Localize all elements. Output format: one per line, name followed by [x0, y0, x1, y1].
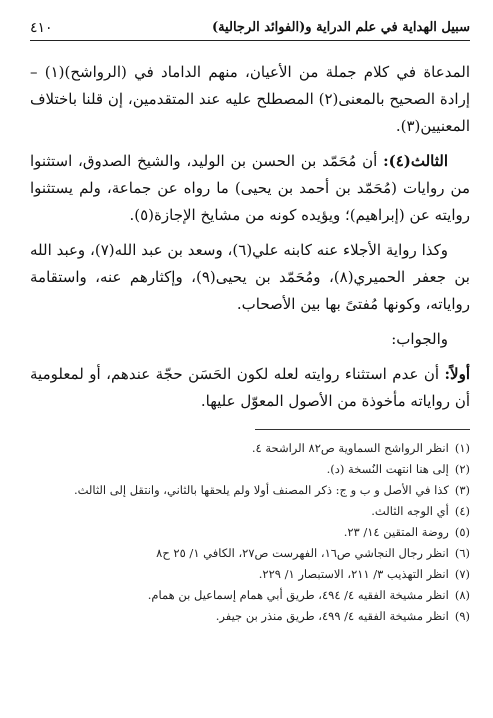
footnotes: [30, 438, 470, 627]
footnote-number: (٣): [454, 483, 470, 497]
footnote-text: انظر مشيخة الفقيه ٤/ ٤٩٩، طريق منذر بن جيفر.: [215, 609, 449, 623]
footnote-number: (٤): [454, 504, 470, 518]
footnote-number: (٥): [454, 525, 470, 539]
footnote-text: أي الوجه الثالث.: [371, 504, 449, 518]
footnote-7: [30, 564, 470, 585]
book-page: [30, 18, 470, 708]
footnote-text: روضة المتقين ١٤/ ٢٣.: [343, 525, 449, 539]
paragraph-3: وكذا رواية الأجلاء عنه كابنه علي(٦)، وسعد بن عبد الله(٧)، وعبد الله بن جعفر الحميري(٨)، ومُحَمّد بن يحيى(٩)، وإكثارهم عنه، واستقامة رواياته، وكونها مُفتىً بها بين الأصحاب.: [30, 241, 470, 313]
paragraph-4: والجواب:: [391, 330, 448, 348]
paragraph-2: [30, 148, 470, 229]
footnote-number: (٦): [454, 546, 470, 560]
footnote-number: (٨): [454, 588, 470, 602]
main-text: [30, 59, 470, 415]
page-header: [30, 18, 470, 41]
paragraph-5-lead: أولاً:: [444, 365, 470, 383]
footnote-1: [30, 438, 470, 459]
footnote-4: [30, 501, 470, 522]
footnote-text: انظر مشيخة الفقيه ٤/ ٤٩٤، طريق أبي همام إسماعيل بن همام.: [147, 588, 449, 602]
footnote-9: [30, 606, 470, 627]
footnote-text: انظر الرواشح السماوية ص٨٢ الراشحة ٤.: [251, 441, 449, 455]
paragraph-5: [30, 361, 470, 415]
footnote-text: كذا في الأصل و ب و ج: ذكر المصنف أولا ولم يلحقها بالثاني، وانتقل إلى الثالث.: [73, 483, 449, 497]
footnote-separator: [255, 429, 470, 430]
footnote-2: [30, 459, 470, 480]
footnote-text: انظر التهذيب ٣/ ٢١١، الاستبصار ١/ ٢٢٩.: [258, 567, 449, 581]
footnote-number: (٩): [454, 609, 470, 623]
paragraph-2-lead: الثالث(٤):: [383, 152, 448, 170]
paragraph-1: المدعاة في كلام جملة من الأعيان، منهم الداماد في (الرواشح)(١) – إرادة الصحيح بالمعنى(٢) المصطلح عليه عند المتقدمين، إن قلنا باختلاف المعنيين(٣).: [30, 63, 470, 135]
paragraph-5-body: أن عدم استثناء روايته لعله لكون الحَسَن حجّة عندهم، أو لمعلومية أن رواياته مأخوذة من الأصول المعوّل عليها.: [30, 365, 470, 410]
running-title: سبيل الهداية في علم الدراية و(الفوائد الرجالية): [211, 20, 470, 35]
footnote-text: انظر رجال النجاشي ص١٦، الفهرست ص٢٧، الكافي ١/ ٢٥ ح٨: [156, 546, 449, 560]
paragraph-2-body: أن مُحَمّد بن الحسن بن الوليد، والشيخ الصدوق، استثنوا من روايات (مُحَمّد بن أحمد بن يحيى) ما رواه عن جماعة، ولم يستثنوا روايته عن (إبراهيم)؛ ويؤيده كونه من مشايخ الإجازة(٥).: [30, 152, 470, 224]
footnote-8: [30, 585, 470, 606]
footnote-number: (٢): [454, 462, 470, 476]
footnote-6: [30, 543, 470, 564]
footnote-number: (٧): [454, 567, 470, 581]
footnote-text: إلى هنا انتهت النُسخة (د).: [326, 462, 449, 476]
page-number: ٤١٠: [30, 20, 53, 36]
footnote-3: [30, 480, 470, 501]
footnote-number: (١): [454, 441, 470, 455]
footnote-5: [30, 522, 470, 543]
